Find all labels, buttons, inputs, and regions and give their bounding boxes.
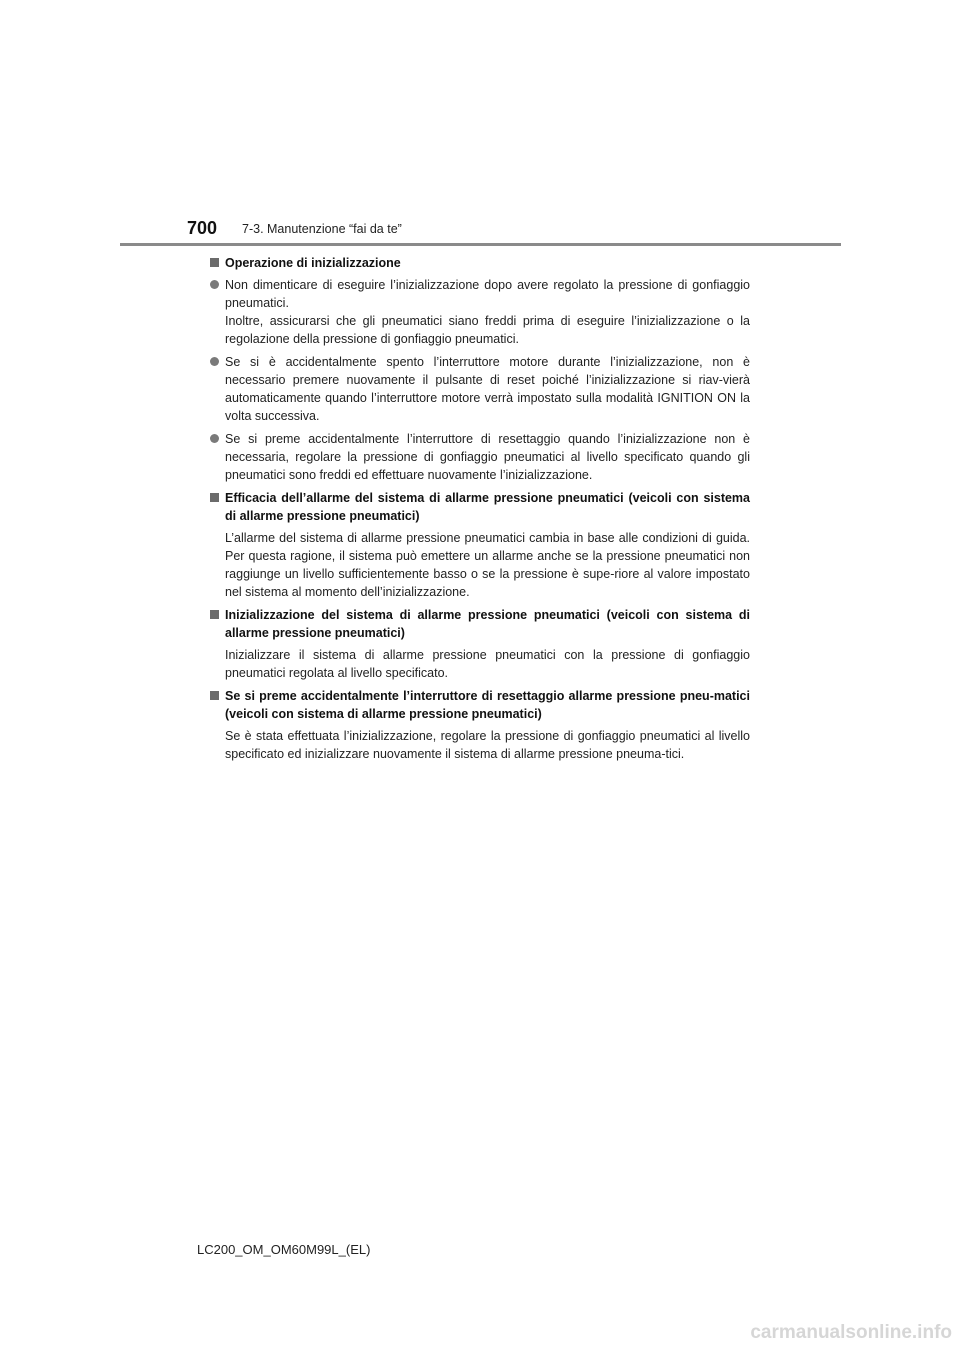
list-item-text: Inoltre, assicurarsi che gli pneumatici siano freddi prima di eseguire l’inizializzazione o la regolazione della pressione di gonfiaggio pneumatici. (225, 314, 750, 346)
section-alarm-effectiveness (210, 489, 750, 601)
section-heading (210, 606, 750, 642)
section-heading-text: Operazione di inizializzazione (225, 256, 401, 270)
list-item-body (225, 276, 750, 348)
section-paragraph: Inizializzare il sistema di allarme pressione pneumatici con la pressione di gonfiaggio pneumatici regolata al livello specificato. (225, 648, 750, 680)
section-heading (210, 687, 750, 723)
section-initialization-operation (210, 254, 750, 484)
page-number: 700 (187, 218, 218, 238)
header-divider (120, 243, 841, 246)
section-heading-text: Efficacia dell’allarme del sistema di allarme pressione pneumatici (veicoli con sistema di allarme pressione pneumatici) (225, 491, 750, 523)
list-item-text: Se si è accidentalmente spento l’interruttore motore durante l’inizializzazione, non è necessario premere nuovamente il pulsante di reset poiché l’inizializzazione si riav-vierà automaticamente quando l’interruttore motore verrà impostato sulla modalità IGNITION ON la volta successiva. (225, 355, 750, 423)
watermark: carmanualsonline.info (750, 1322, 952, 1343)
list-item (210, 276, 750, 348)
chapter-title: 7-3. Manutenzione “fai da te” (242, 222, 402, 236)
section-accidental-reset (210, 687, 750, 763)
square-icon (210, 258, 219, 267)
dot-icon (210, 357, 219, 366)
section-system-initialization (210, 606, 750, 682)
section-paragraph: L’allarme del sistema di allarme pressione pneumatici cambia in base alle condizioni di guida. Per questa ragione, il sistema può emettere un allarme anche se la pressione pneumatici non raggiunge un livello sufficientemente basso o se la pressione è supe-riore al valore impostato nel sistema al momento dell’inizializzazione. (225, 531, 750, 599)
page-content (210, 254, 750, 768)
section-paragraph: Se è stata effettuata l’inizializzazione, regolare la pressione di gonfiaggio pneumatici al livello specificato ed inizializzare nuovamente il sistema di allarme pressione pneuma-tici. (225, 729, 750, 761)
square-icon (210, 610, 219, 619)
list-item-text: Se si preme accidentalmente l’interruttore di resettaggio quando l’inizializzazione non è necessaria, regolare la pressione di gonfiaggio pneumatici al livello specificato quando gli pneumatici sono freddi ed effettuare nuovamente l’inizializzazione. (225, 432, 750, 482)
document-code: LC200_OM_OM60M99L_(EL) (197, 1242, 371, 1257)
square-icon (210, 493, 219, 502)
list-item-body (225, 430, 750, 484)
list-item (210, 353, 750, 425)
section-heading-text: Inizializzazione del sistema di allarme pressione pneumatici (veicoli con sistema di allarme pressione pneumatici) (225, 608, 750, 640)
dot-icon (210, 434, 219, 443)
section-heading (210, 254, 750, 272)
list-item-body (225, 353, 750, 425)
square-icon (210, 691, 219, 700)
section-heading (210, 489, 750, 525)
section-heading-text: Se si preme accidentalmente l’interruttore di resettaggio allarme pressione pneu-matici (veicoli con sistema di allarme pressione pneumatici) (225, 689, 750, 721)
list-item (210, 430, 750, 484)
list-item-text: Non dimenticare di eseguire l’inizializzazione dopo avere regolato la pressione di gonfiaggio pneumatici. (225, 278, 750, 310)
dot-icon (210, 280, 219, 289)
